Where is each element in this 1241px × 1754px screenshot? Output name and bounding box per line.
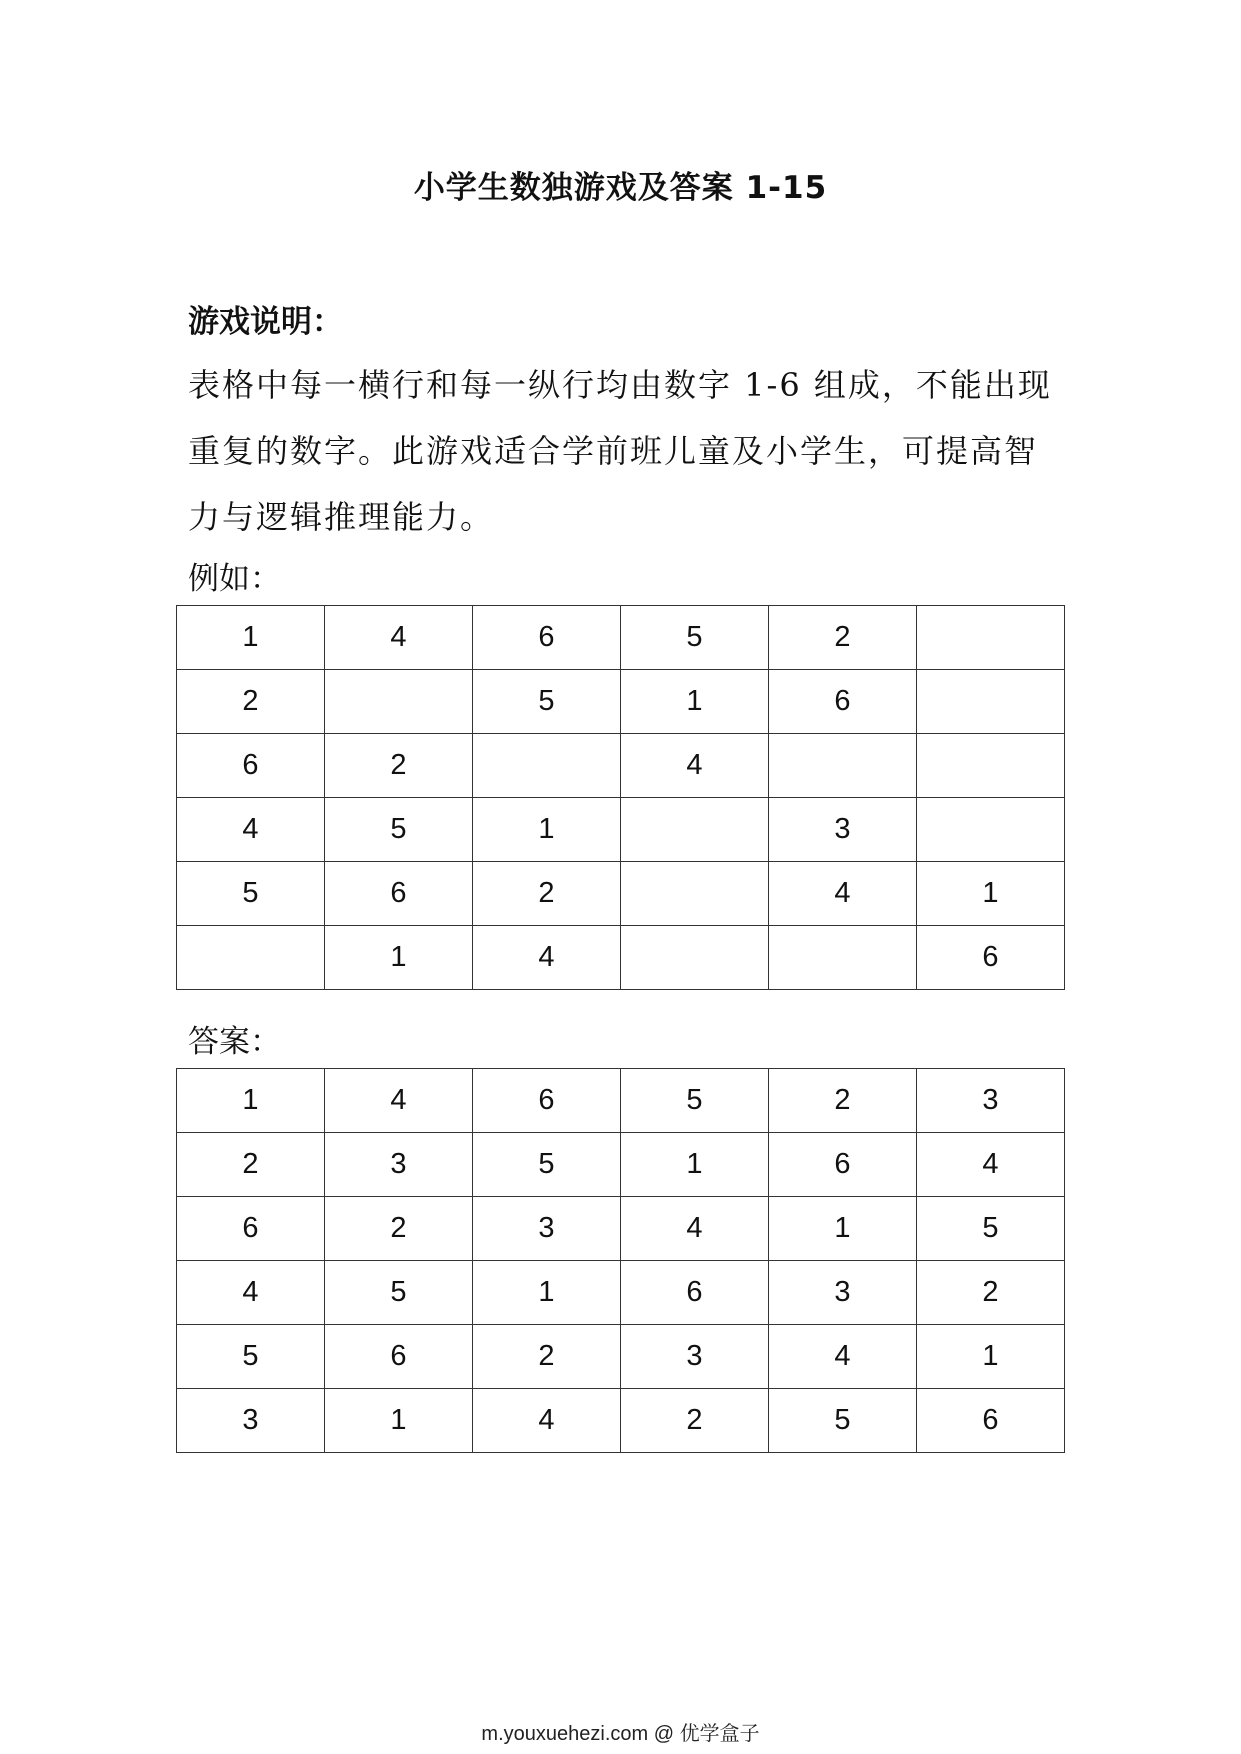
- answer-cell: 5: [621, 1069, 769, 1133]
- answer-row: [177, 1197, 1065, 1261]
- answer-cell: 6: [621, 1261, 769, 1325]
- puzzle-cell: 6: [769, 670, 917, 734]
- answer-cell: 3: [917, 1069, 1065, 1133]
- puzzle-cell: 2: [769, 606, 917, 670]
- puzzle-cell: [917, 798, 1065, 862]
- puzzle-cell: 5: [621, 606, 769, 670]
- puzzle-grid: [176, 605, 1065, 990]
- puzzle-cell: [769, 734, 917, 798]
- answer-cell: 3: [325, 1133, 473, 1197]
- puzzle-row: [177, 862, 1065, 926]
- puzzle-row: [177, 670, 1065, 734]
- puzzle-cell: [917, 734, 1065, 798]
- page-title: 小学生数独游戏及答案 1-15: [413, 170, 828, 206]
- puzzle-cell: 4: [325, 606, 473, 670]
- answer-cell: 2: [473, 1325, 621, 1389]
- puzzle-cell: 1: [177, 606, 325, 670]
- puzzle-cell: 6: [917, 926, 1065, 990]
- answer-cell: 4: [621, 1197, 769, 1261]
- answer-label: 答案：: [188, 1024, 281, 1060]
- answer-cell: 6: [769, 1133, 917, 1197]
- puzzle-cell: [177, 926, 325, 990]
- puzzle-cell: 4: [621, 734, 769, 798]
- puzzle-cell: 5: [325, 798, 473, 862]
- answer-cell: 5: [473, 1133, 621, 1197]
- answer-row: [177, 1133, 1065, 1197]
- answer-cell: 2: [917, 1261, 1065, 1325]
- answer-cell: 5: [917, 1197, 1065, 1261]
- answer-cell: 1: [917, 1325, 1065, 1389]
- answer-cell: 3: [769, 1261, 917, 1325]
- puzzle-cell: 2: [473, 862, 621, 926]
- answer-cell: 6: [325, 1325, 473, 1389]
- puzzle-cell: 5: [177, 862, 325, 926]
- puzzle-cell: 1: [473, 798, 621, 862]
- answer-cell: 2: [177, 1133, 325, 1197]
- puzzle-row: [177, 734, 1065, 798]
- answer-cell: 5: [177, 1325, 325, 1389]
- puzzle-row: [177, 798, 1065, 862]
- answer-cell: 5: [769, 1389, 917, 1453]
- puzzle-row: [177, 926, 1065, 990]
- puzzle-cell: 4: [177, 798, 325, 862]
- answer-cell: 3: [177, 1389, 325, 1453]
- puzzle-cell: [621, 926, 769, 990]
- answer-cell: 4: [769, 1325, 917, 1389]
- puzzle-cell: [621, 862, 769, 926]
- puzzle-cell: [769, 926, 917, 990]
- instructions-heading: 游戏说明：: [188, 304, 343, 340]
- puzzle-cell: 1: [917, 862, 1065, 926]
- puzzle-cell: [325, 670, 473, 734]
- answer-cell: 4: [177, 1261, 325, 1325]
- footer-watermark: m.youxuehezi.com @ 优学盒子: [481, 1723, 760, 1745]
- answer-cell: 4: [473, 1389, 621, 1453]
- answer-cell: 4: [917, 1133, 1065, 1197]
- answer-cell: 2: [769, 1069, 917, 1133]
- instructions-text: 表格中每一横行和每一纵行均由数字 1-6 组成，不能出现重复的数字。此游戏适合学前班儿童及小学生，可提高智力与逻辑推理能力。: [188, 366, 1052, 536]
- puzzle-cell: 4: [473, 926, 621, 990]
- answer-cell: 3: [473, 1197, 621, 1261]
- puzzle-cell: 1: [621, 670, 769, 734]
- puzzle-cell: 2: [177, 670, 325, 734]
- answer-cell: 1: [621, 1133, 769, 1197]
- answer-cell: 1: [325, 1389, 473, 1453]
- answer-grid: [176, 1068, 1065, 1453]
- answer-row: [177, 1069, 1065, 1133]
- puzzle-row: [177, 606, 1065, 670]
- puzzle-cell: 6: [473, 606, 621, 670]
- answer-cell: 1: [177, 1069, 325, 1133]
- answer-cell: 6: [473, 1069, 621, 1133]
- puzzle-cell: [917, 606, 1065, 670]
- puzzle-cell: 5: [473, 670, 621, 734]
- example-label: 例如：: [188, 561, 281, 597]
- puzzle-cell: [621, 798, 769, 862]
- answer-cell: 1: [769, 1197, 917, 1261]
- answer-cell: 4: [325, 1069, 473, 1133]
- answer-cell: 2: [621, 1389, 769, 1453]
- answer-cell: 6: [177, 1197, 325, 1261]
- answer-row: [177, 1389, 1065, 1453]
- puzzle-cell: 6: [177, 734, 325, 798]
- answer-cell: 1: [473, 1261, 621, 1325]
- answer-row: [177, 1261, 1065, 1325]
- puzzle-cell: 4: [769, 862, 917, 926]
- answer-cell: 2: [325, 1197, 473, 1261]
- answer-cell: 5: [325, 1261, 473, 1325]
- puzzle-cell: [917, 670, 1065, 734]
- puzzle-cell: 6: [325, 862, 473, 926]
- answer-row: [177, 1325, 1065, 1389]
- puzzle-cell: [473, 734, 621, 798]
- puzzle-cell: 2: [325, 734, 473, 798]
- answer-cell: 3: [621, 1325, 769, 1389]
- puzzle-cell: 1: [325, 926, 473, 990]
- answer-cell: 6: [917, 1389, 1065, 1453]
- puzzle-cell: 3: [769, 798, 917, 862]
